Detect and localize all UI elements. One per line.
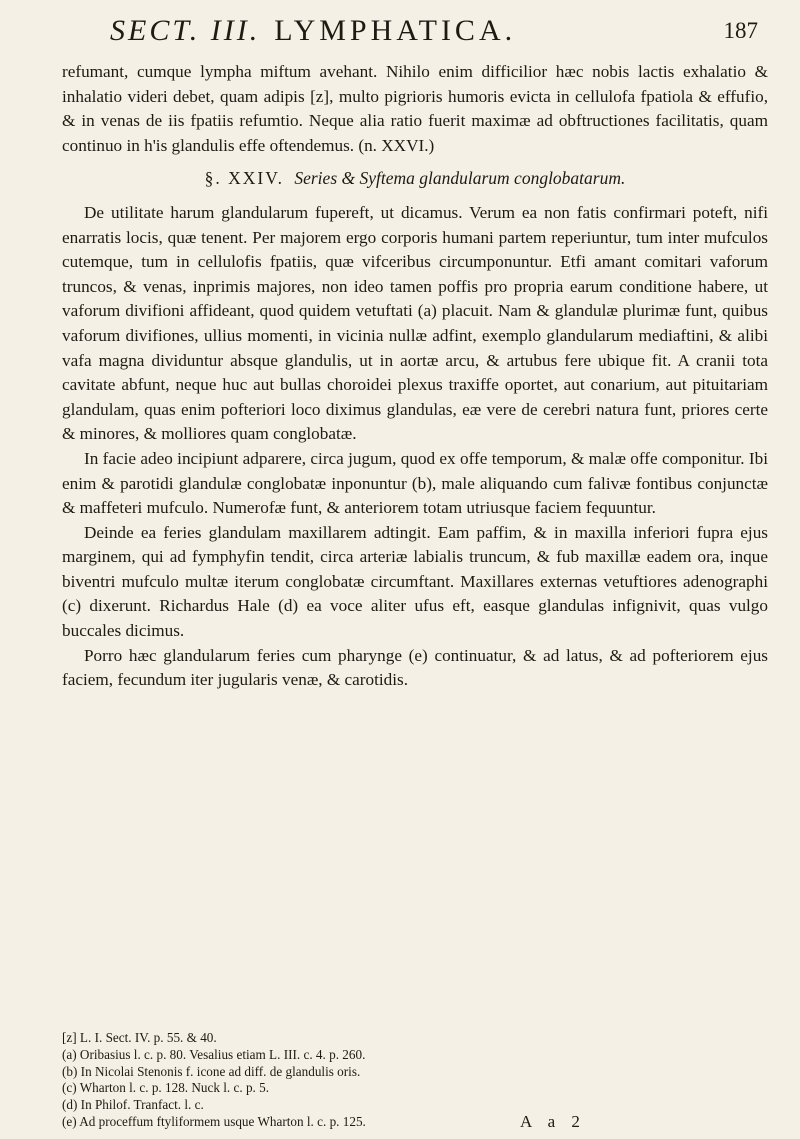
page-header (0, 14, 800, 54)
footnote: (b) In Nicolai Stenonis f. icone ad diff. de glandulis oris. (62, 1063, 361, 1079)
body-text (62, 60, 768, 693)
running-head-section: SECT. III. (110, 14, 261, 47)
footnote: (a) Oribasius l. c. p. 80. Vesalius etiam L. III. c. 4. p. 260. (62, 1046, 366, 1062)
paragraph: De utilitate harum glandularum fupereft, ut dicamus. Verum ea non fatis confirmari poteft, nifi enarratis locis, quæ tenent. Per majorem ergo corporis humani partem reperiuntur, tum inter mufculos cutemque, tum in cellulofis fpatiis, quæ vifceribus circumponuntur. Etfi amant comitari vaforum truncos, & venas, inprimis majores, non ideo tamen poffis pro propria earum conditione habere, ut vaforum divifioni affideant, quod quidem vetuftati (a) placuit. Nam & glandulæ plurimæ funt, quibus vaforum divifiones, ullius momenti, in vicinia nullæ adfint, exemplo glandularum mediaftini, & alibi vafa magna dividuntur absque glandulis, ut in aortæ arcu, & artubus fere ubique fit. A cranii tota cavitate abfunt, neque huc aut bullas choroidei plexus traxiffe oportet, aut conarium, aut pituitariam glandulam, quas enim pofteriori loco diximus glandulas, eæ vere de cerebri natura funt, priores certe & minores, & molliores quam conglobatæ. (62, 202, 768, 444)
signature-mark: A a 2 (520, 1112, 586, 1131)
footnote: (d) In Philof. Tranfact. l. c. (62, 1097, 204, 1113)
running-head-title: LYMPHATICA. (274, 14, 517, 47)
footnotes (62, 1030, 768, 1131)
paragraph: Porro hæc glandularum feries cum pharynge (e) continuatur, & ad latus, & ad pofteriorem ejus faciem, fecundum iter jugularis venæ, & carotidis. (62, 645, 768, 690)
page-number: 187 (723, 18, 758, 43)
paragraph: In facie adeo incipiunt adparere, circa jugum, quod ex offe temporum, & malæ offe componitur. Ibi enim & parotidi glandulæ conglobatæ inponuntur (b), male aliquando cum falivæ fontibus conjunctæ & maffeteri mufculo. Numerofæ funt, & anteriorem totam utriusque faciem fequuntur. (62, 448, 768, 518)
section-heading (62, 166, 768, 191)
paragraph: refumant, cumque lympha miftum avehant. Nihilo enim difficilior hæc nobis lactis exhalatio & inhalatio videri debet, quam adipis [z], multo pigrioris humoris evicta in cellulofa fpatiola & effufio, & in venas de iis fpatiis refumtio. Neque alia ratio fuerit maximæ ad obftructiones facilitatis, quam continuo in h'is glandulis effe oftendemus. (n. XXVI.) (62, 62, 768, 155)
footnote: (e) Ad proceffum ftyliformem usque Wharton l. c. p. 125. (62, 1113, 366, 1129)
footnote: [z] L. I. Sect. IV. p. 55. & 40. (62, 1030, 217, 1045)
footnote: (c) Wharton l. c. p. 128. Nuck l. c. p. 5. (62, 1080, 270, 1096)
running-head (110, 14, 516, 48)
section-number: §. XXIV. (204, 168, 284, 189)
section-title: Series & Syftema glandularum conglobatarum. (294, 168, 626, 189)
paragraph: Deinde ea feries glandulam maxillarem adtingit. Eam paffim, & in maxilla inferiori fupra ejus marginem, qui ad fymphyfin tendit, circa arteriæ labialis truncum, & fub maxillæ eadem ora, inque biventri mufculo multæ iterum conglobatæ circumftant. Maxillares externas vetuftiores adenographi (c) dixerunt. Richardus Hale (d) ea voce aliter ufus eft, easque glandulas infignivit, quas vulgo buccales dicimus. (62, 522, 768, 641)
